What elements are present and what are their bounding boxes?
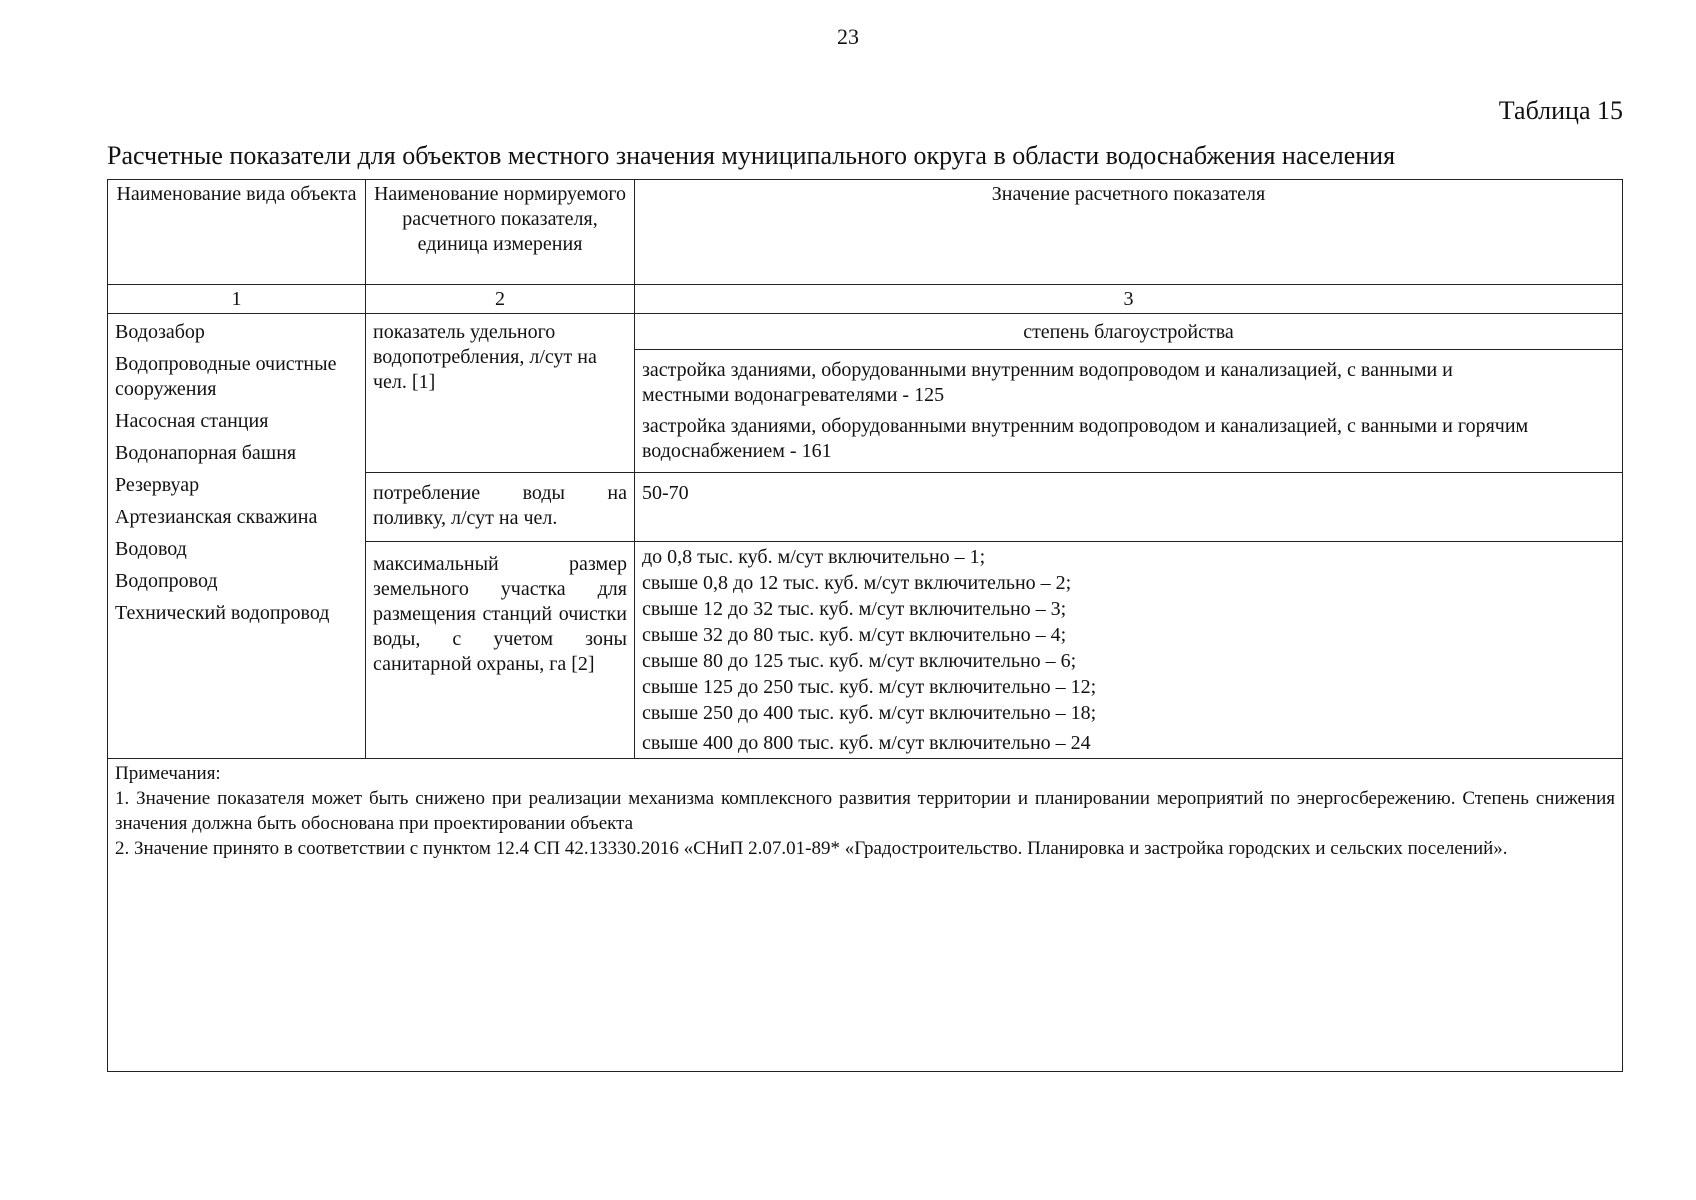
column-number: 1 bbox=[108, 285, 366, 314]
object-type-item: Водонапорная башня bbox=[115, 442, 297, 464]
object-type-list bbox=[108, 314, 366, 759]
note-item: 2. Значение принято в соответствии с пунктом 12.4 СП 42.13330.2016 «СНиП 2.07.01-89* «Градостроительство. Планировка и застройка городских и сельских поселений». bbox=[115, 838, 1508, 859]
document-title: Расчетные показатели для объектов местного значения муниципального округа в области водоснабжения населения bbox=[107, 141, 1396, 170]
water-use-values bbox=[635, 350, 1623, 473]
notes-cell bbox=[108, 759, 1623, 1072]
header-object-type: Наименование вида объекта bbox=[108, 180, 366, 285]
table-row bbox=[108, 314, 1623, 350]
land-plot-range: до 0,8 тыс. куб. м/сут включительно – 1; bbox=[642, 546, 986, 568]
land-plot-range: свыше 400 до 800 тыс. куб. м/сут включительно – 24 bbox=[642, 732, 1091, 754]
land-plot-range: свыше 32 до 80 тыс. куб. м/сут включительно – 4; bbox=[642, 624, 1067, 646]
object-type-item: Водовод bbox=[115, 538, 187, 560]
land-plot-range: свыше 80 до 125 тыс. куб. м/сут включительно – 6; bbox=[642, 650, 1077, 672]
object-type-item: Насосная станция bbox=[115, 410, 269, 432]
land-plot-range: свыше 0,8 до 12 тыс. куб. м/сут включительно – 2; bbox=[642, 572, 1072, 594]
header-indicator-name: Наименование нормируемого расчетного показателя, единица измерения bbox=[366, 180, 635, 285]
page-number: 23 bbox=[837, 24, 859, 49]
object-type-item: Водозабор bbox=[115, 321, 205, 343]
indicators-table bbox=[107, 179, 1623, 1072]
object-type-item: Технический водопровод bbox=[115, 602, 330, 624]
indicator-land-plot-name: максимальный размер земельного участка для размещения станций очистки воды, с учетом зоны санитарной охраны, га [2] bbox=[366, 542, 635, 759]
land-plot-range: свыше 250 до 400 тыс. куб. м/сут включительно – 18; bbox=[642, 702, 1097, 724]
irrigation-value: 50-70 bbox=[635, 473, 1623, 542]
column-number-row bbox=[108, 285, 1623, 314]
object-type-item: Артезианская скважина bbox=[115, 506, 318, 528]
water-use-value: застройка зданиями, оборудованными внутренним водопроводом и канализацией, с ванными и горячим водоснабжением - 161 bbox=[642, 415, 1529, 462]
column-number: 2 bbox=[366, 285, 635, 314]
improvement-degree-subheader: степень благоустройства bbox=[635, 314, 1623, 350]
object-type-item: Резервуар bbox=[115, 474, 200, 496]
indicator-water-use-name: показатель удельного водопотребления, л/сут на чел. [1] bbox=[366, 314, 635, 473]
object-type-item: Водопровод bbox=[115, 570, 218, 592]
land-plot-range: свыше 12 до 32 тыс. куб. м/сут включительно – 3; bbox=[642, 598, 1067, 620]
land-plot-range: свыше 125 до 250 тыс. куб. м/сут включительно – 12; bbox=[642, 676, 1097, 698]
column-number: 3 bbox=[635, 285, 1623, 314]
table-header-row bbox=[108, 180, 1623, 285]
water-use-value: застройка зданиями, оборудованными внутренним водопроводом и канализацией, с ванными и местными водонагревателями - 125 bbox=[642, 359, 1453, 406]
indicator-irrigation-name: потребление воды на поливку, л/сут на чел. bbox=[366, 473, 635, 542]
land-plot-values bbox=[635, 542, 1623, 759]
table-label: Таблица 15 bbox=[1498, 96, 1623, 125]
notes-heading: Примечания: bbox=[115, 763, 221, 784]
header-indicator-value: Значение расчетного показателя bbox=[635, 180, 1623, 285]
object-type-item: Водопроводные очистные сооружения bbox=[115, 353, 337, 400]
notes-row bbox=[108, 759, 1623, 1072]
note-item: 1. Значение показателя может быть снижено при реализации механизма комплексного развития территории и планировании мероприятий по энергосбережению. Степень снижения значения должна быть обоснована при проектировании объекта bbox=[115, 788, 1615, 834]
